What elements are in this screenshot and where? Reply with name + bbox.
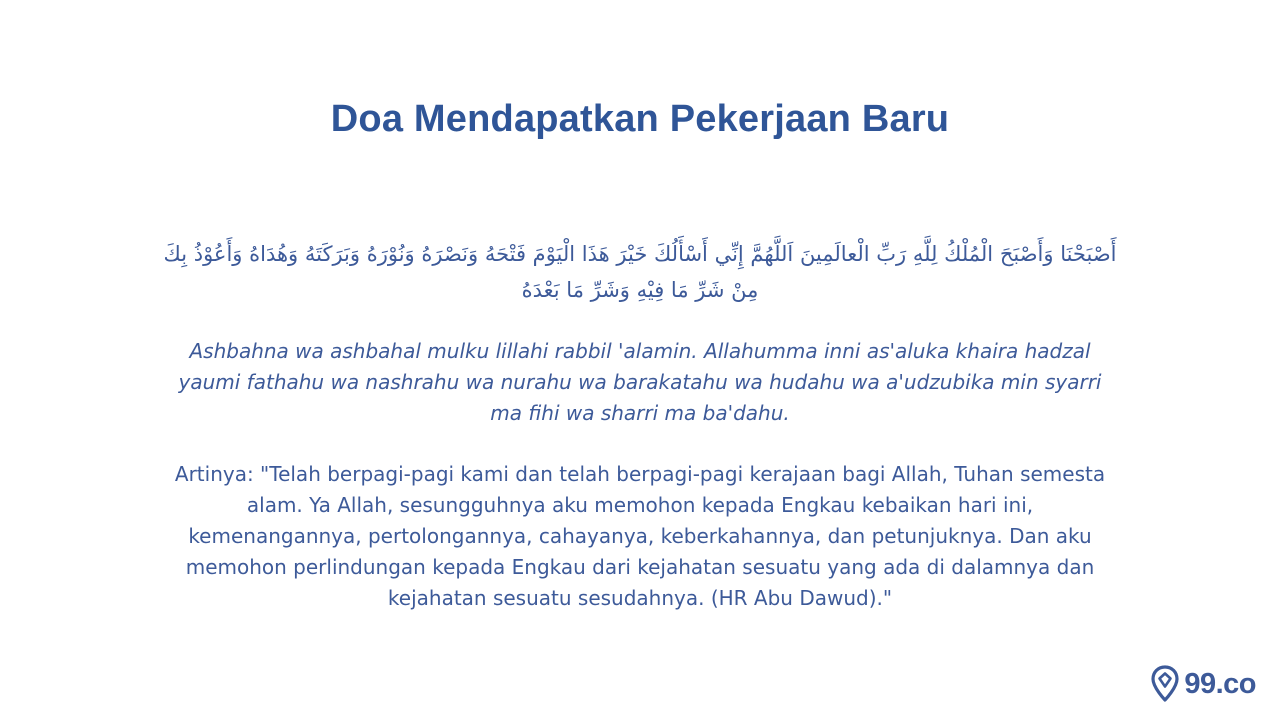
latin-transliteration-text: Ashbahna wa ashbahal mulku lillahi rabbil 'alamin. Allahumma inni as'aluka khaira hadzal yaumi fathahu wa nashrahu wa nurahu wa barakatahu wa hudahu wa a'udzubika min syarri ma fihi wa sharri ma ba'dahu. [178,339,1102,425]
brand-logo-text: 99.co [1184,667,1256,700]
meaning-text: Artinya: "Telah berpagi-pagi kami dan telah berpagi-pagi kerajaan bagi Allah, Tuhan semesta alam. Ya Allah, sesungguhnya aku memohon kepada Engkau kebaikan hari ini, kemenangannya, pertolongannya, cahayanya, keberkahannya, dan petunjuknya. Dan aku memohon perlindungan kepada Engkau dari kejahatan sesuatu yang ada di dalamnya dan kejahatan sesuatu sesudahnya. (HR Abu Dawud)." [174,462,1106,610]
location-pin-icon [1150,665,1180,703]
page-title: Doa Mendapatkan Pekerjaan Baru [330,98,950,140]
brand-logo [1150,664,1256,704]
arabic-prayer-text: أَصْبَحْنَا وَأَصْبَحَ الْمُلْكُ لِلَّهِ رَبِّ الْعالَمِينَ اَللَّهُمَّ إِنِّي أَسْأَلُكَ خَيْرَ هَذَا الْيَوْمَ فَتْحَهُ وَنَصْرَهُ وَنُوْرَهُ وَبَرَكَتَهُ وَهُدَاهُ وَأَعُوْذُ بِكَ مِنْ شَرِّ مَا فِيْهِ وَشَرِّ مَا بَعْدَهُ [163,242,1117,302]
